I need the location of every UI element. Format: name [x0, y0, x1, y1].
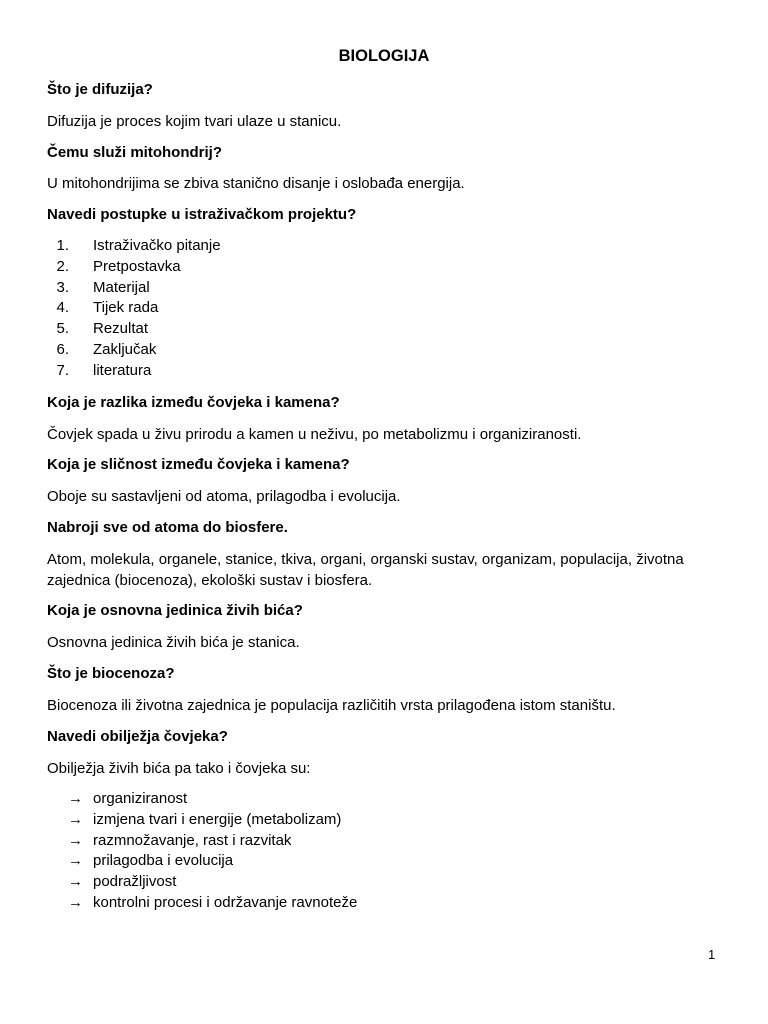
list-item-text: Istraživačko pitanje: [93, 237, 221, 254]
question-heading: Što je biocenoza?: [47, 665, 175, 682]
question-heading: Što je difuzija?: [47, 81, 153, 98]
list-item: [47, 851, 234, 872]
arrow-icon: →: [68, 873, 83, 891]
question-heading: Koja je razlika između čovjeka i kamena?: [47, 394, 340, 411]
list-number: 4.: [56, 299, 69, 317]
page-title: BIOLOGIJA: [338, 47, 430, 65]
list-number: 7.: [56, 361, 69, 379]
list-item-text: podražljivost: [93, 873, 177, 891]
list-item: [47, 789, 188, 810]
list-item-text: kontrolni procesi i održavanje ravnoteže: [93, 893, 358, 911]
list-item-text: razmnožavanje, rast i razvitak: [93, 831, 292, 849]
question-heading: Navedi obilježja čovjeka?: [47, 728, 228, 745]
list-item: [47, 831, 292, 852]
question-heading: Nabroji sve od atoma do biosfere.: [47, 519, 288, 536]
list-item-text: prilagodba i evolucija: [93, 852, 234, 870]
arrow-icon: →: [68, 790, 83, 807]
answer-text: Biocenoza ili životna zajednica je populacija različitih vrsta prilagođena istom staništu.: [47, 697, 616, 714]
answer-text: Osnovna jedinica živih bića je stanica.: [47, 634, 300, 651]
question-heading: Čemu služi mitohondrij?: [47, 144, 222, 161]
list-number: 6.: [56, 340, 69, 358]
list-item-text: Pretpostavka: [93, 257, 181, 275]
list-item: [47, 298, 159, 319]
list-item: [47, 340, 157, 361]
list-item-text: literatura: [93, 361, 152, 379]
list-item: [47, 319, 149, 340]
list-item-text: izmjena tvari i energije (metabolizam): [93, 810, 342, 828]
arrow-icon: →: [68, 810, 83, 828]
answer-text: Obilježja živih bića pa tako i čovjeka su:: [47, 760, 311, 777]
arrow-icon: →: [68, 831, 83, 849]
answer-text: Oboje su sastavljeni od atoma, prilagodba i evolucija.: [47, 488, 401, 505]
question-heading: Navedi postupke u istraživačkom projektu?: [47, 206, 357, 223]
list-item-text: organiziranost: [93, 790, 188, 807]
question-heading: Koja je sličnost između čovjeka i kamena?: [47, 456, 350, 473]
list-item-text: Materijal: [93, 278, 150, 296]
list-item: [47, 810, 342, 831]
list-item-text: Tijek rada: [93, 299, 159, 317]
list-item-text: Rezultat: [93, 320, 149, 338]
answer-text: U mitohondrijima se zbiva stanično disanje i oslobađa energija.: [47, 175, 465, 192]
list-number: 2.: [56, 257, 69, 275]
answer-text: Čovjek spada u živu prirodu a kamen u neživu, po metabolizmu i organiziranosti.: [47, 426, 582, 443]
list-item: [47, 893, 358, 914]
arrow-icon: →: [68, 852, 83, 870]
list-number: 5.: [56, 320, 69, 338]
list-number: 1.: [56, 237, 69, 254]
list-item: [47, 361, 152, 382]
list-item: [47, 278, 150, 299]
list-number: 3.: [56, 278, 69, 296]
question-heading: Koja je osnovna jedinica živih bića?: [47, 602, 303, 619]
list-item: [47, 236, 221, 257]
list-item: [47, 872, 177, 893]
page-number: 1: [708, 947, 716, 962]
answer-text: Atom, molekula, organele, stanice, tkiva, organi, organski sustav, organizam, populacija, životna zajednica (biocenoza), ekološki sustav i biosfera.: [47, 551, 684, 589]
answer-text: Difuzija je proces kojim tvari ulaze u stanicu.: [47, 113, 342, 130]
arrow-icon: →: [68, 893, 83, 911]
project-steps-list: [47, 236, 221, 382]
features-list: [47, 789, 358, 914]
list-item: [47, 257, 181, 278]
list-item-text: Zaključak: [93, 340, 157, 358]
